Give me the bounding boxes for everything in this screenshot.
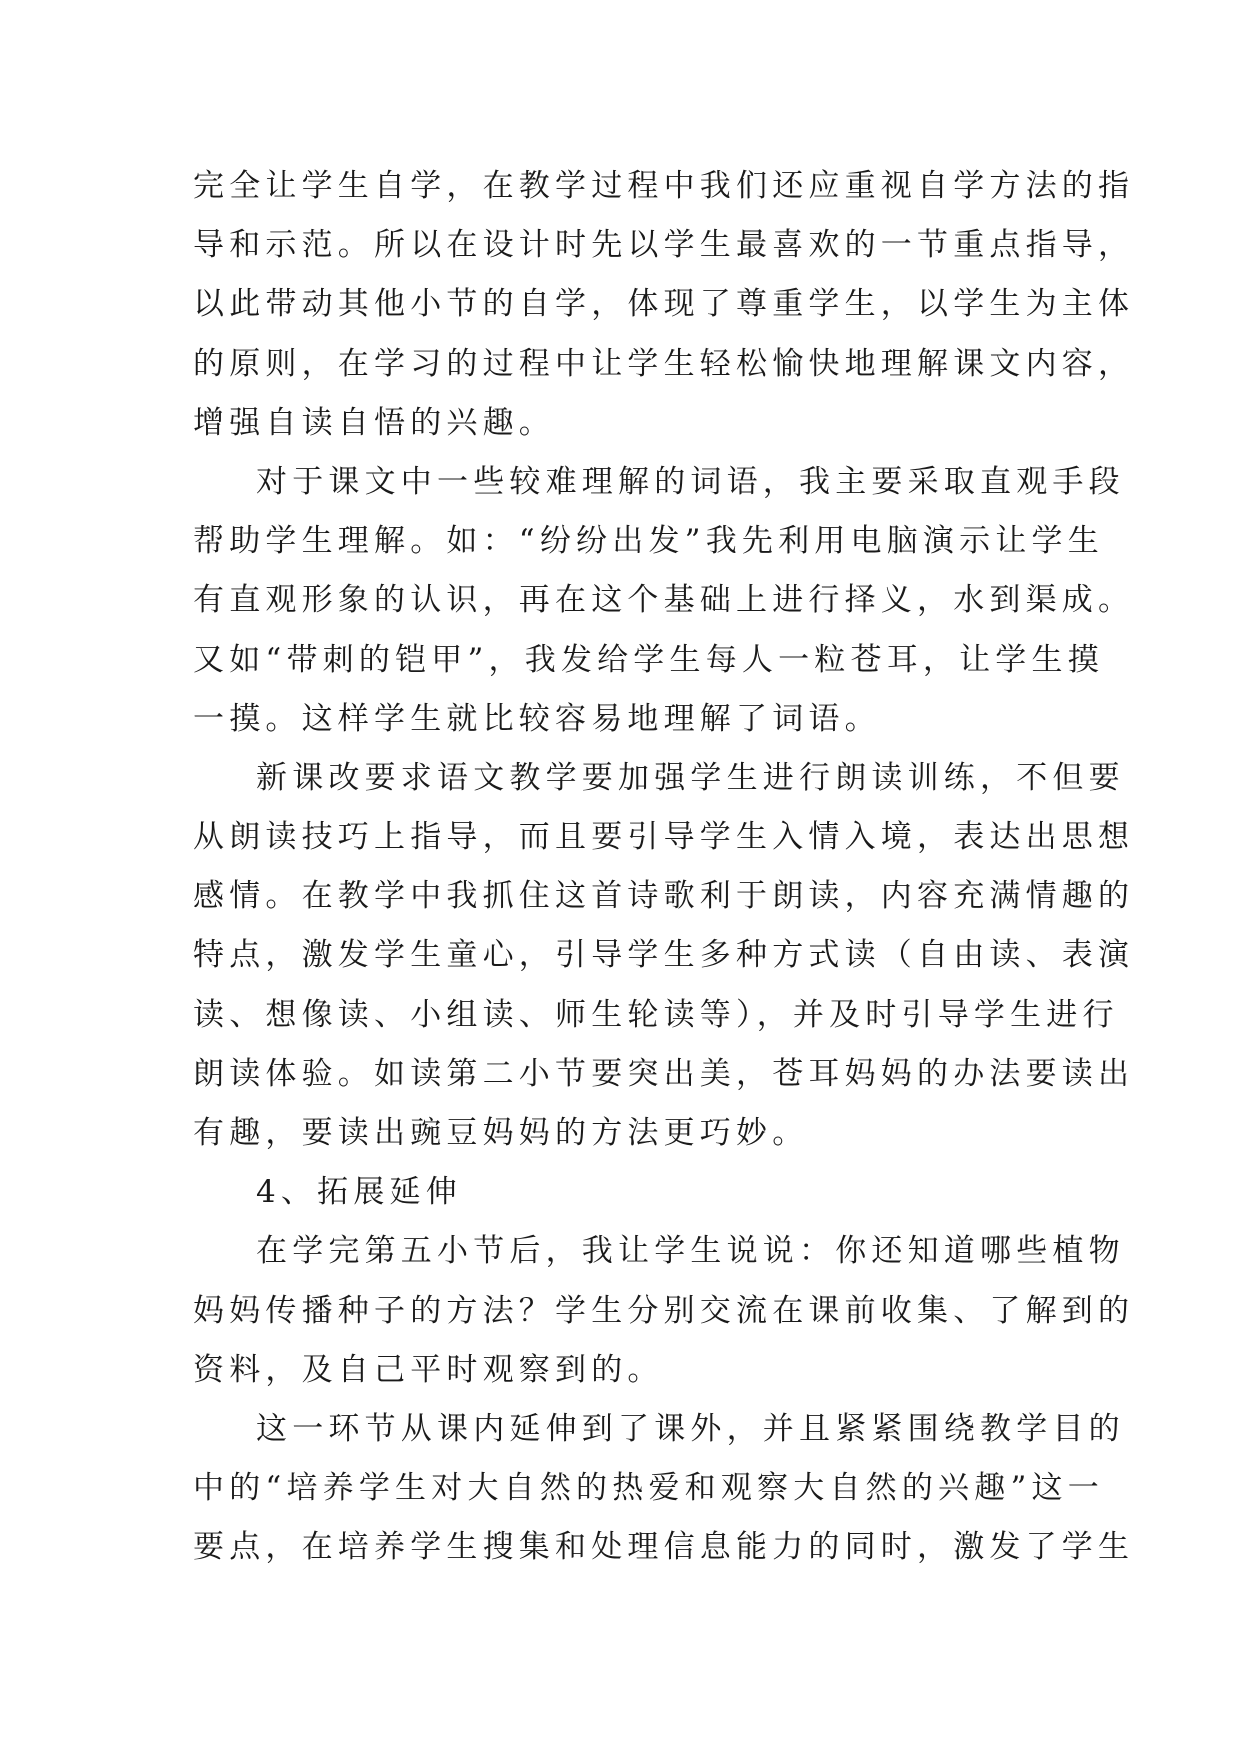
body-text	[193, 157, 1135, 1578]
text-line: 有趣，要读出豌豆妈妈的方法更巧妙。	[193, 1115, 809, 1151]
text-line: 完全让学生自学，在教学过程中我们还应重视自学方法的指	[193, 168, 1135, 204]
text-line: 一摸。这样学生就比较容易地理解了词语。	[193, 700, 881, 737]
text-line: 增强自读自悟的兴趣。	[193, 404, 555, 441]
text-line: 特点，激发学生童心，引导学生多种方式读（自由读、表演	[193, 937, 1135, 974]
text-line: 以此带动其他小节的自学，体现了尊重学生，以学生为主体	[193, 286, 1135, 323]
text-line: 读、想像读、小组读、师生轮读等），并及时引导学生进行	[193, 996, 1119, 1033]
text-line: 导和示范。所以在设计时先以学生最喜欢的一节重点指导，	[193, 227, 1135, 264]
text-line: 的原则，在学习的过程中让学生轻松愉快地理解课文内容，	[193, 345, 1135, 382]
text-line: 帮助学生理解。如：“纷纷出发”我先利用电脑演示让学生	[193, 523, 1104, 560]
text-line: 朗读体验。如读第二小节要突出美，苍耳妈妈的办法要读出	[193, 1055, 1135, 1092]
paragraph-start-line: 在学完第五小节后，我让学生说说：你还知道哪些植物	[256, 1233, 1125, 1270]
text-line: 妈妈传播种子的方法？学生分别交流在课前收集、了解到的	[193, 1292, 1135, 1329]
text-line: 要点，在培养学生搜集和处理信息能力的同时，激发了学生	[193, 1529, 1135, 1566]
text-line: 中的“培养学生对大自然的热爱和观察大自然的兴趣”这一	[193, 1470, 1104, 1507]
text-line: 又如“带刺的铠甲”，我发给学生每人一粒苍耳，让学生摸	[193, 641, 1104, 678]
text-line: 从朗读技巧上指导，而且要引导学生入情入境，表达出思想	[193, 819, 1135, 856]
section-heading: 4、拓展延伸	[256, 1174, 462, 1211]
paragraph-start-line: 新课改要求语文教学要加强学生进行朗读训练，不但要	[256, 759, 1125, 796]
paragraph-start-line: 这一环节从课内延伸到了课外，并且紧紧围绕教学目的	[256, 1410, 1125, 1447]
text-line: 有直观形象的认识，再在这个基础上进行择义，水到渠成。	[193, 582, 1135, 619]
text-line: 资料，及自己平时观察到的。	[193, 1351, 664, 1388]
paragraph-start-line: 对于课文中一些较难理解的词语，我主要采取直观手段	[256, 463, 1125, 500]
text-line: 感情。在教学中我抓住这首诗歌利于朗读，内容充满情趣的	[193, 878, 1135, 915]
